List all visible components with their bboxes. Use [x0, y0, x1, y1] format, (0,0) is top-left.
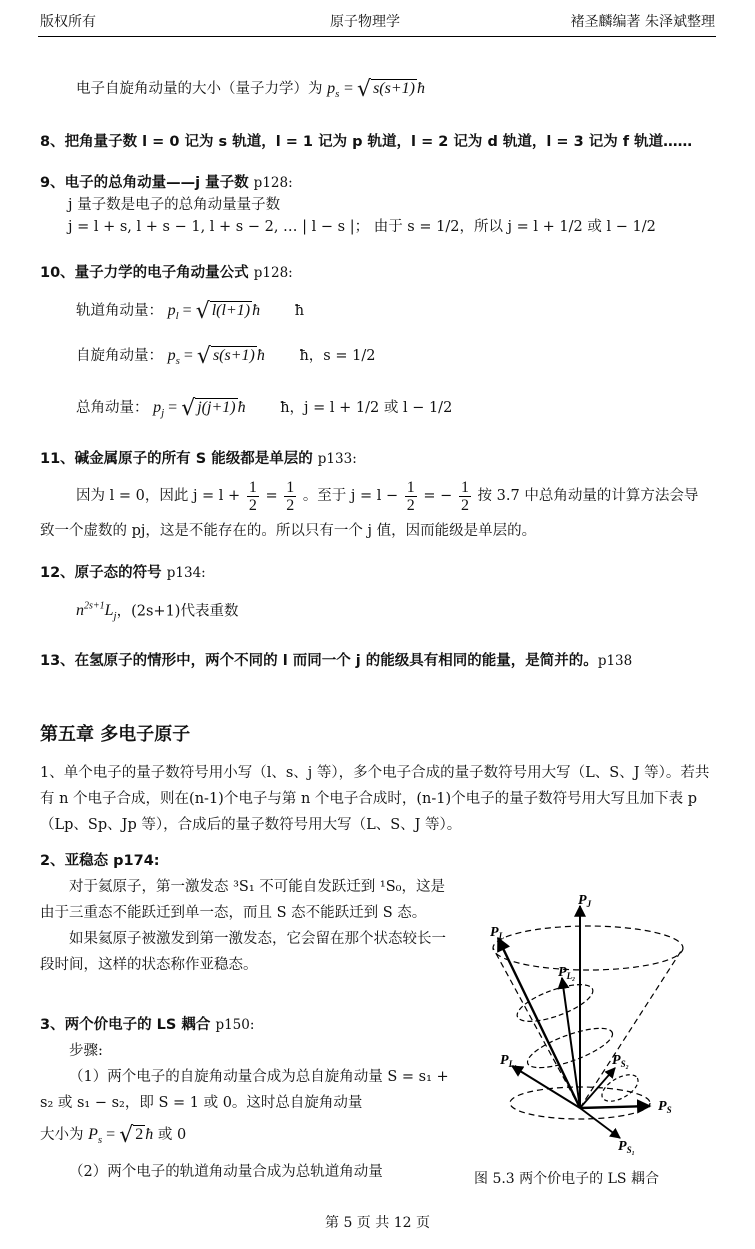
svg-text:PL: $P_L$	[490, 925, 505, 941]
item-11-line1	[40, 478, 755, 514]
orbital-label: 轨道角动量：	[76, 303, 163, 319]
fraction-half: $\frac{1}{2}$	[460, 478, 469, 514]
item-9-line1: j 量子数是电子的总角动量量子数	[68, 197, 281, 213]
term-note: ，(2s+1)代表重数	[116, 603, 239, 620]
spin-magnitude-line: 电子自旋角动量的大小（量子力学）为 $p_s$ = √ s(s+1) ħ	[76, 77, 425, 102]
header-rule	[38, 36, 716, 37]
eq-part-c: 。至于 j = l −	[302, 488, 399, 504]
spin-sqrt-2: s(s+1)	[212, 347, 255, 364]
vector-ps	[580, 1106, 650, 1108]
spin-note: ħ，s = 1/2	[299, 348, 376, 364]
page-footer: 第 5 页 共 12 页	[325, 1215, 430, 1231]
item-8: 8、把角量子数 l = 0 记为 s 轨道，l = 1 记为 p 轨道，l = 2 记为 d 轨道，l = 3 记为 f 轨道……	[40, 134, 693, 150]
svg-text:PS₁: $P_{S_1}$	[618, 1139, 635, 1155]
chapter-title: 第五章 多电子原子	[40, 724, 191, 745]
item-10-title: 10、量子力学的电子角动量公式	[40, 265, 249, 281]
hbar: ħ	[416, 80, 425, 97]
item-9-line2: j = l + s, l + s − 1, l + s − 2, … | l − s |； 由于 s = 1/2，所以 j = l + 1/2 或 l − 1/2	[68, 219, 656, 235]
svg-text:PJ: $P_J$	[578, 893, 592, 909]
item-13	[40, 650, 720, 672]
item-9-title: 9、电子的总角动量——j 量子数	[40, 175, 249, 191]
total-label: 总角动量：	[76, 400, 149, 416]
orbital-momentum-line: 轨道角动量： $p_l$ = √ l(l+1) ħ ħ	[76, 299, 305, 324]
item-3-step: 步骤:	[69, 1043, 103, 1059]
item-10-ref: p128:	[253, 265, 293, 281]
item-3-p1c: 或 0	[157, 1127, 187, 1143]
item-12-ref: p134:	[166, 565, 206, 581]
item-12-title: 12、原子态的符号	[40, 565, 162, 581]
item-11	[40, 448, 720, 470]
item-11-title: 11、碱金属原子的所有 S 能级都是单层的	[40, 451, 313, 467]
item-3-p2: （2）两个电子的轨道角动量合成为总轨道角动量	[69, 1164, 383, 1181]
item-10	[40, 262, 720, 284]
item-3-title: 3、两个价电子的 LS 耦合	[40, 1017, 211, 1033]
orbital-sqrt: l(l+1)	[211, 302, 251, 319]
item-2-title: 2、亚稳态 p174:	[40, 853, 160, 869]
fraction-half: $\frac{1}{2}$	[406, 478, 415, 514]
vector-ps1	[580, 1108, 620, 1138]
svg-text:PL₁: $P_{L_1}$	[500, 1053, 518, 1069]
item-3-p1b: 大小为	[40, 1127, 84, 1143]
cone-ellipse-top	[493, 926, 683, 970]
spin-magnitude-text: 电子自旋角动量的大小（量子力学）为	[76, 81, 323, 97]
item-2-p2: 如果氦原子被激发到第一激发态，它会留在那个状态较长一段时间，这样的状态称作亚稳态。	[40, 931, 446, 973]
svg-text:PL₂: $P_{L_2}$	[558, 965, 576, 981]
spin-label: 自旋角动量：	[76, 348, 163, 364]
item-3-ref: p150:	[215, 1017, 255, 1033]
item-11-line2: 致一个虚数的 pj，这是不能存在的。所以只有一个 j 值，因而能级是单层的。	[40, 523, 537, 539]
sqrt-two: 2	[135, 1126, 144, 1143]
term-symbol-line	[40, 596, 755, 628]
item-12	[40, 562, 720, 584]
total-momentum-line: 总角动量： $p_j$ = √ j(j+1) ħ ħ，j = l + 1/2 或 l − 1/2	[76, 396, 453, 421]
chapter-item-1: 1、单个电子的量子数符号用小写（l、s、j 等），多个电子合成的量子数符号用大写（L、S、J 等）。若共有 n 个电子合成，则在(n-1)个电子与第 n 个电子合成时，(n-1)个电子的量子数符号用大写且加下表 p（Lp、Sp、Jp 等），合成后的量子数符号用大写（L、S、J 等）。	[40, 765, 710, 833]
item-9	[40, 172, 720, 238]
eq-part-e: 按 3.7 中总角动量的计算方法会导	[477, 488, 699, 504]
svg-text:PS₂: $P_{S_2}$	[612, 1053, 629, 1069]
total-note: ħ，j = l + 1/2 或 l − 1/2	[280, 400, 453, 416]
ls-coupling-figure	[470, 888, 720, 1178]
eq-part-d: = −	[423, 488, 453, 504]
header-left: 版权所有	[40, 14, 96, 30]
svg-text:PS: $P_S$	[658, 1099, 672, 1115]
fraction-half: $\frac{1}{2}$	[248, 478, 257, 514]
header-center: 原子物理学	[330, 14, 400, 30]
ps-symbol: $p_s$	[327, 80, 340, 101]
spin-momentum-line: 自旋角动量： $p_s$ = √ s(s+1) ħ ħ，s = 1/2	[76, 344, 376, 369]
term-symbol: $n^{2s+1}L_j$	[76, 601, 117, 623]
fraction-half: $\frac{1}{2}$	[286, 478, 295, 514]
item-3-p1-end: 大小为 $P_s$ = √ 2 ħ 或 0	[40, 1123, 187, 1148]
item-2-p1: 对于氦原子，第一激发态 ³S₁ 不可能自发跃迁到 ¹S₀，这是由于三重态不能跃迁到单一态，而且 S 态不能跃迁到 S 态。	[40, 879, 445, 921]
item-13-ref: p138	[597, 653, 633, 669]
chapter-item-3	[40, 1012, 450, 1185]
header-right: 褚圣麟编著 朱泽斌整理	[570, 14, 715, 30]
page-header	[0, 0, 755, 40]
spin-sqrt: s(s+1)	[373, 80, 415, 97]
chapter-item-2	[40, 848, 450, 978]
orbital-note: ħ	[294, 303, 305, 319]
item-11-ref: p133:	[317, 451, 357, 467]
item-3-p1: （1）两个电子的自旋角动量合成为总自旋角动量 S = s₁ + s₂ 或 s₁ − s₂，即 S = 1 或 0。这时总自旋角动量	[40, 1069, 449, 1111]
figure-caption: 图 5.3 两个价电子的 LS 耦合	[474, 1171, 659, 1187]
item-13-title: 13、在氢原子的情形中，两个不同的 l 而同一个 j 的能级具有相同的能量，是简并的。	[40, 653, 598, 669]
eq-part-b: =	[265, 488, 278, 504]
eq-part-a: 因为 l = 0，因此 j = l +	[76, 488, 241, 504]
total-sqrt: j(j+1)	[197, 399, 236, 416]
item-9-ref: p128:	[253, 175, 293, 191]
